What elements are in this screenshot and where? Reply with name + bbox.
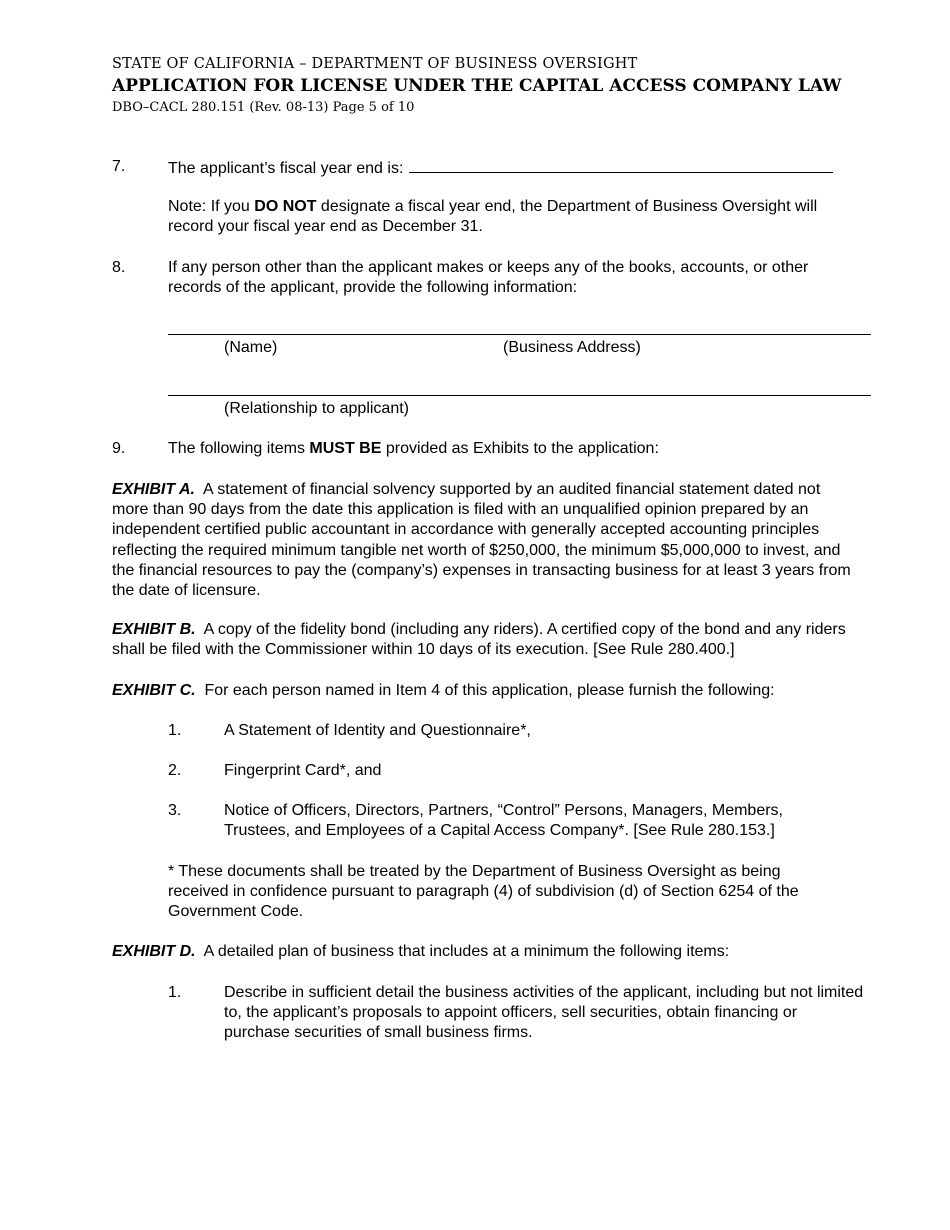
exhibit-c-item-1-text: A Statement of Identity and Questionnaire*, — [224, 722, 531, 739]
item-9-prefix: The following items — [168, 440, 310, 457]
form-id: DBO–CACL 280.151 (Rev. 08-13) Page 5 of 10 — [112, 100, 415, 115]
exhibit-c-item-3-text: Notice of Officers, Directors, Partners, “Control” Persons, Managers, Members, Trustees, and Employees of a Capital Access Company*. [See Rule 280.153.] — [224, 802, 783, 840]
exhibit-b-text: A copy of the fidelity bond (including any riders). A certified copy of the bond and any riders shall be filed with the Commissioner within 10 days of its execution. [See Rule 280.400.] — [112, 621, 846, 659]
item-7-note-line1 — [168, 197, 817, 217]
exhibit-c-label: EXHIBIT C. — [112, 682, 196, 699]
item-7-number: 7. — [112, 158, 126, 175]
exhibit-c-text: For each person named in Item 4 of this application, please furnish the following: — [204, 682, 775, 699]
fiscal-year-end-field[interactable] — [409, 157, 833, 173]
exhibit-d-item-1-text: Describe in sufficient detail the business activities of the applicant, including but not limited to, the applicant’s proposals to appoint officers, sell securities, obtain financing or purchase securities of small business firms. — [224, 984, 864, 1042]
exhibit-c-item-2-number: 2. — [168, 762, 182, 779]
exhibit-b — [112, 620, 860, 660]
item-7-note-line2: record your fiscal year end as December 31. — [168, 218, 483, 235]
exhibit-d-label: EXHIBIT D. — [112, 943, 196, 960]
item-8-line1: If any person other than the applicant makes or keeps any of the books, accounts, or other — [168, 259, 809, 276]
exhibit-c — [112, 681, 775, 701]
item-9-suffix: provided as Exhibits to the application: — [381, 440, 659, 457]
agency-header: STATE OF CALIFORNIA – DEPARTMENT OF BUSINESS OVERSIGHT — [112, 56, 638, 72]
relationship-label: (Relationship to applicant) — [224, 400, 409, 417]
business-address-label: (Business Address) — [503, 339, 641, 356]
item-8-line2: records of the applicant, provide the following information: — [168, 279, 578, 296]
exhibit-b-label: EXHIBIT B. — [112, 621, 196, 638]
exhibit-c-item-1-number: 1. — [168, 722, 182, 739]
item-7-text: The applicant’s fiscal year end is: — [168, 160, 404, 177]
item-9-text — [168, 439, 659, 459]
exhibit-a — [112, 480, 860, 601]
exhibit-a-label: EXHIBIT A. — [112, 481, 195, 498]
item-7-question — [168, 157, 833, 179]
item-9-bold: MUST BE — [309, 440, 382, 457]
exhibit-d-item-1-number: 1. — [168, 984, 182, 1001]
item-9-number: 9. — [112, 440, 126, 457]
relationship-field[interactable] — [168, 395, 871, 396]
exhibit-c-item-3-number: 3. — [168, 802, 182, 819]
form-title: APPLICATION FOR LICENSE UNDER THE CAPITAL ACCESS COMPANY LAW — [112, 76, 842, 96]
item-8-number: 8. — [112, 259, 126, 276]
note-bold: DO NOT — [254, 198, 317, 215]
note-rest: designate a fiscal year end, the Department of Business Oversight will — [316, 198, 818, 215]
name-label: (Name) — [224, 339, 278, 356]
exhibit-c-footnote: * These documents shall be treated by the Department of Business Oversight as being received in confidence pursuant to paragraph (4) of subdivision (d) of Section 6254 of the Government Code. — [168, 863, 799, 921]
exhibit-c-item-2-text: Fingerprint Card*, and — [224, 762, 382, 779]
name-address-field[interactable] — [168, 334, 871, 335]
exhibit-a-text: A statement of financial solvency supported by an audited financial statement dated not more than 90 days from the date this application is filed with an unqualified opinion prepared by an independent certified public accountant in accordance with generally accepted accounting principles reflecting the required minimum tangible net worth of $250,000, the minimum $5,000,000 to invest, and the financial resources to pay the (company’s) expenses in transacting business for at least 3 years from the date of licensure. — [112, 481, 851, 600]
exhibit-d-text: A detailed plan of business that includes at a minimum the following items: — [203, 943, 730, 960]
note-prefix: Note: If you — [168, 198, 255, 215]
exhibit-d — [112, 942, 729, 962]
